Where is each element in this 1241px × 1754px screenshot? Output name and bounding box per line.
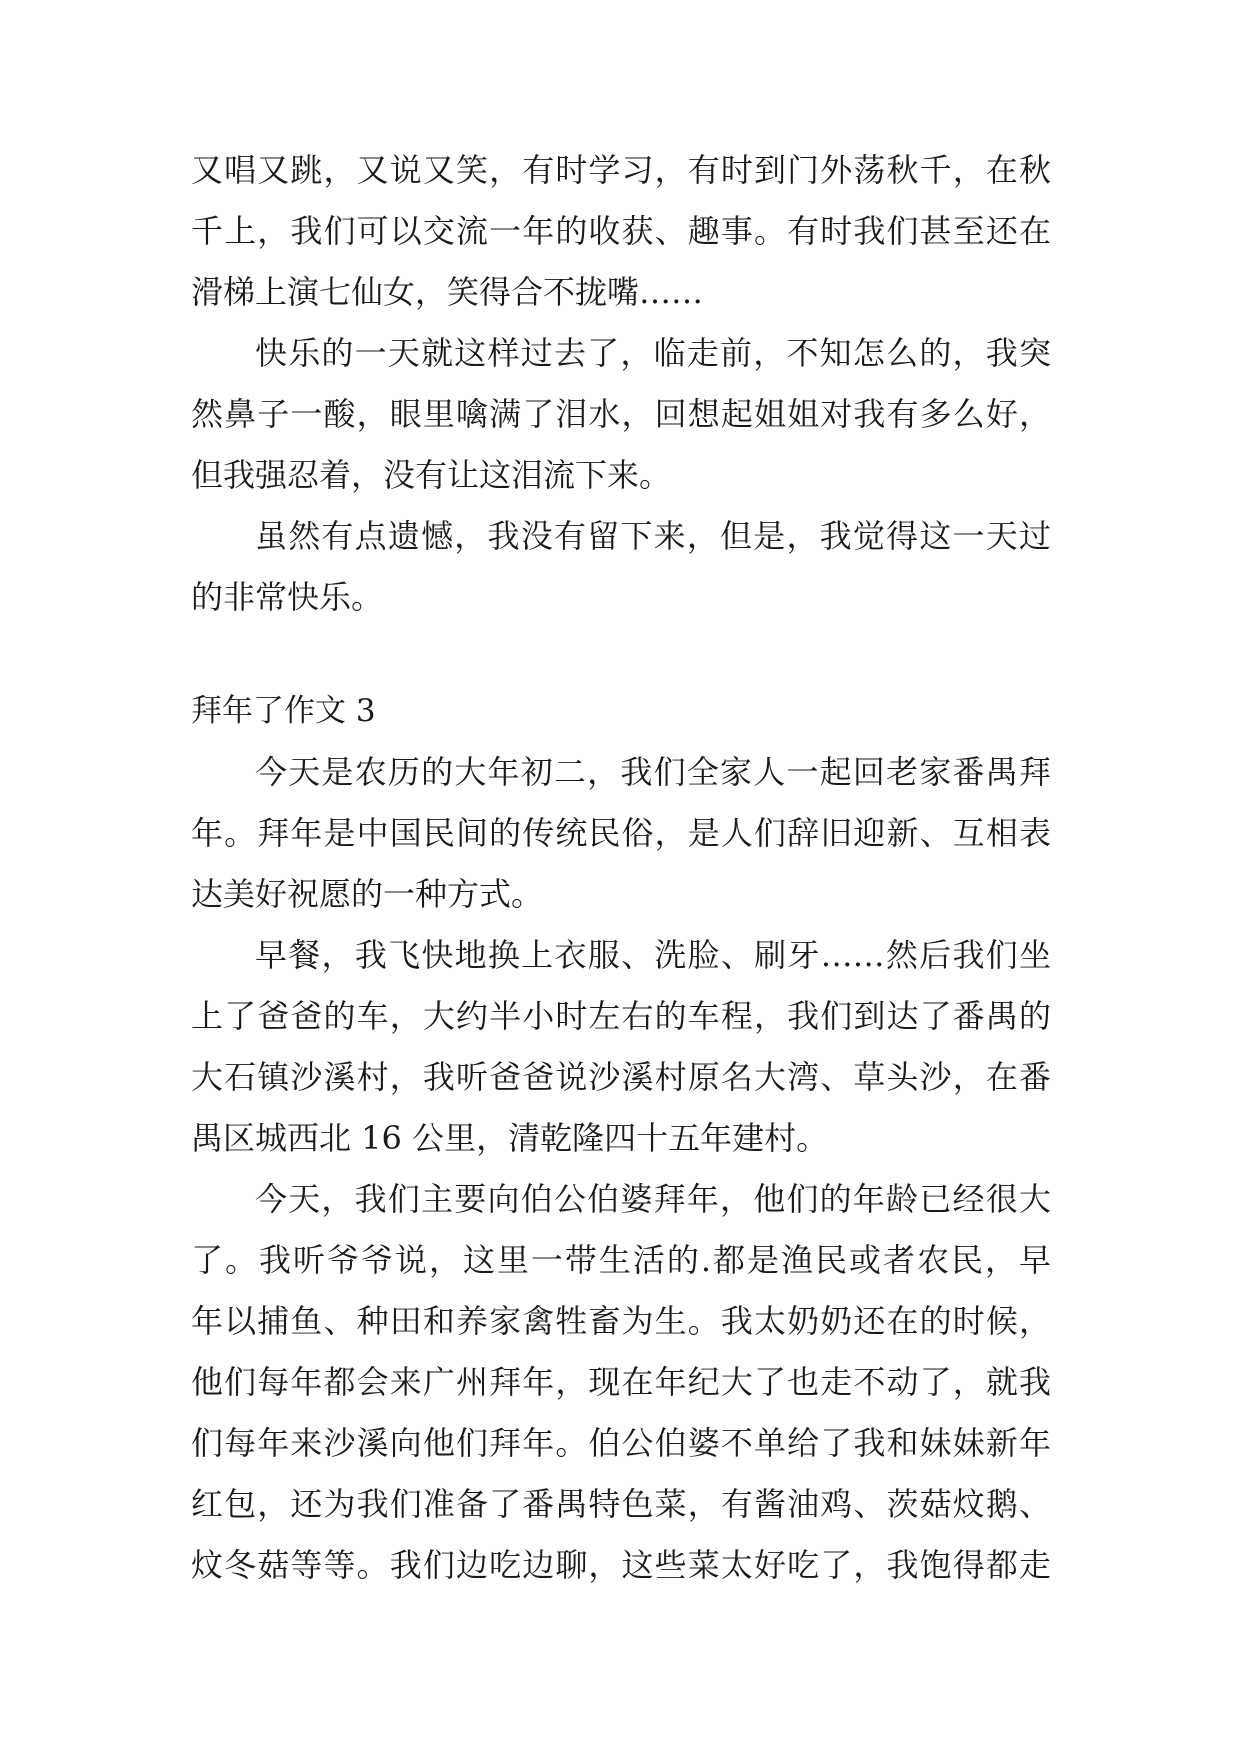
text-line: 的非常快乐。	[191, 578, 384, 616]
paragraph-first-line: 快乐的一天就这样过去了，临走前，不知怎么的，我突	[255, 334, 1051, 372]
text-line: 上了爸爸的车，大约半小时左右的车程，我们到达了番禺的	[191, 997, 1051, 1035]
text-line: 千上，我们可以交流一年的收获、趣事。有时我们甚至还在	[191, 212, 1051, 250]
text-line: 但我强忍着，没有让这泪流下来。	[191, 456, 672, 494]
section-heading: 拜年了作文 3	[191, 693, 376, 729]
text-line: 达美好祝愿的一种方式。	[191, 875, 544, 913]
paragraph-first-line: 今天是农历的大年初二，我们全家人一起回老家番禺拜	[255, 753, 1051, 791]
text-line: 他们每年都会来广州拜年，现在年纪大了也走不动了，就我	[191, 1363, 1051, 1401]
text-line: 滑梯上演七仙女，笑得合不拢嘴……	[191, 273, 704, 311]
text-line: 们每年来沙溪向他们拜年。伯公伯婆不单给了我和妹妹新年	[191, 1424, 1051, 1462]
text-line: 炆冬菇等等。我们边吃边聊，这些菜太好吃了，我饱得都走	[191, 1546, 1051, 1584]
text-line: 年。拜年是中国民间的传统民俗，是人们辞旧迎新、互相表	[191, 814, 1051, 852]
text-line: 年以捕鱼、种田和养家禽牲畜为生。我太奶奶还在的时候，	[191, 1302, 1051, 1340]
paragraph-first-line: 早餐，我飞快地换上衣服、洗脸、刷牙……然后我们坐	[255, 936, 1051, 974]
text-line: 然鼻子一酸，眼里噙满了泪水，回想起姐姐对我有多么好，	[191, 395, 1051, 433]
text-line: 红包，还为我们准备了番禺特色菜，有酱油鸡、茨菇炆鹅、	[191, 1485, 1051, 1523]
text-line: 禺区城西北 16 公里，清乾隆四十五年建村。	[191, 1119, 829, 1157]
text-line: 又唱又跳，又说又笑，有时学习，有时到门外荡秋千，在秋	[191, 151, 1051, 189]
text-line: 大石镇沙溪村，我听爸爸说沙溪村原名大湾、草头沙，在番	[191, 1058, 1051, 1096]
paragraph-first-line: 今天，我们主要向伯公伯婆拜年，他们的年龄已经很大	[255, 1180, 1051, 1218]
text-line: 了。我听爷爷说，这里一带生活的.都是渔民或者农民，早	[191, 1241, 1051, 1279]
paragraph-first-line: 虽然有点遗憾，我没有留下来，但是，我觉得这一天过	[255, 517, 1051, 555]
